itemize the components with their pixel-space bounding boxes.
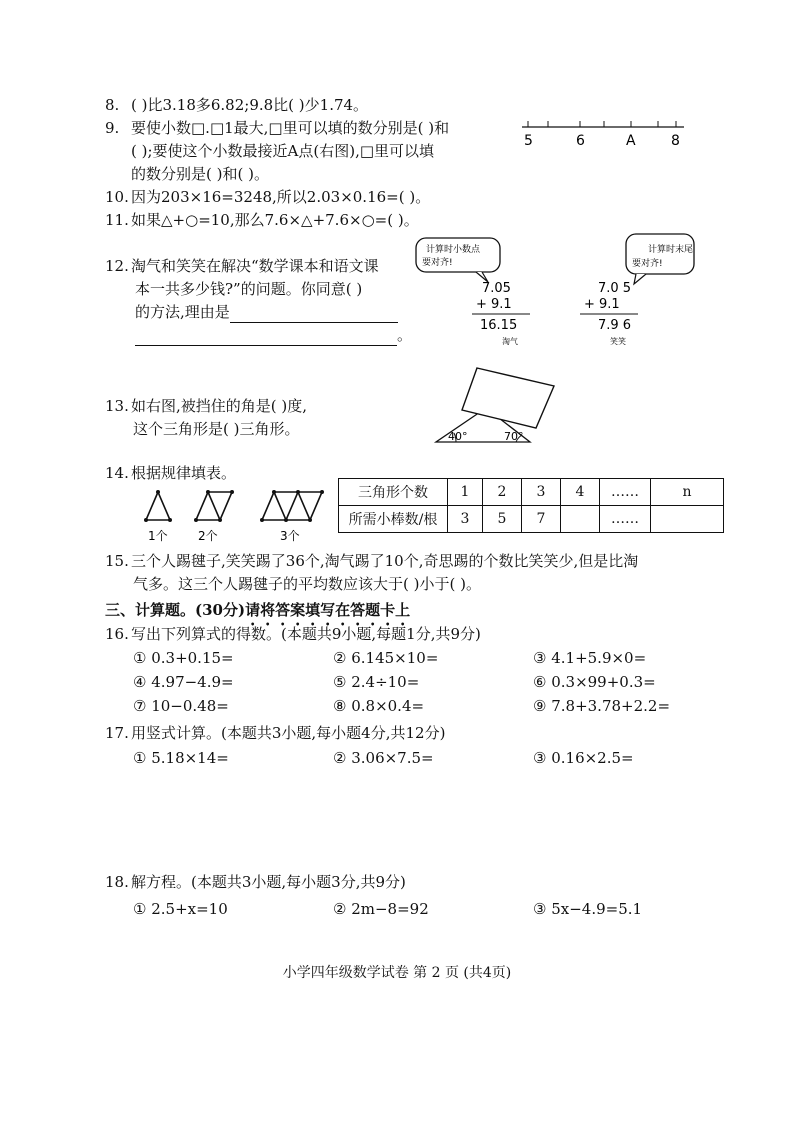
pattern-label: 1个 bbox=[148, 529, 168, 543]
calc-item: ② 3.06×7.5= bbox=[333, 749, 434, 767]
question-15-line1 bbox=[105, 551, 638, 571]
calc-item: ④ 4.97−4.9= bbox=[133, 673, 234, 691]
answer-line[interactable] bbox=[135, 325, 397, 346]
calc-item: ③ 4.1+5.9×0= bbox=[533, 649, 647, 667]
table-cell: 4 bbox=[561, 479, 600, 506]
calc-item: ③ 0.16×2.5= bbox=[533, 749, 634, 767]
question-text: 如右图,被挡住的角是( )度, bbox=[131, 397, 308, 415]
question-number: 10. bbox=[105, 188, 129, 206]
calc-item: ⑥ 0.3×99+0.3= bbox=[533, 673, 656, 691]
table-cell: 7 bbox=[522, 506, 561, 533]
calc-number: + 9.1 bbox=[584, 297, 620, 312]
triangle-pattern-figure bbox=[140, 488, 330, 544]
question-15-line2: 气多。这三个人踢毽子的平均数应该大于( )小于( )。 bbox=[133, 575, 481, 593]
table-answer-cell[interactable] bbox=[561, 506, 600, 533]
pattern-1-triangle bbox=[146, 492, 170, 520]
table-header: 三角形个数 bbox=[339, 479, 448, 506]
numberline-label-a: A bbox=[626, 133, 636, 149]
question-text: ( )比3.18多6.82;9.8比( )少1.74。 bbox=[131, 96, 369, 114]
equation-item: ① 2.5+x=10 bbox=[133, 900, 228, 918]
question-number: 8. bbox=[105, 96, 120, 114]
student-name-taoqi: 淘气 bbox=[502, 337, 518, 346]
question-text: 写出下列算式的得数。(本题共9小题,每题1分,共9分) bbox=[131, 625, 481, 643]
question-11 bbox=[105, 210, 419, 230]
bubble-text: 计算时末尾 bbox=[648, 245, 694, 255]
calc-item: ① 0.3+0.15= bbox=[133, 649, 234, 667]
q18-row bbox=[133, 900, 733, 918]
question-14 bbox=[105, 463, 236, 483]
pattern-3-triangles bbox=[262, 492, 322, 520]
question-text: 淘气和笑笑在解决“数学课本和语文课 bbox=[131, 257, 379, 275]
numberline-label-8: 8 bbox=[671, 133, 680, 149]
question-17 bbox=[105, 723, 445, 743]
equation-item: ③ 5x−4.9=5.1 bbox=[533, 900, 643, 918]
number-line bbox=[518, 117, 688, 153]
table-answer-cell[interactable] bbox=[651, 506, 724, 533]
question-text: 因为203×16=3248,所以2.03×0.16=( )。 bbox=[131, 188, 431, 206]
question-number: 13. bbox=[105, 397, 129, 415]
q16-row-2 bbox=[133, 673, 733, 691]
pattern-table bbox=[338, 478, 724, 533]
question-text: 根据规律填表。 bbox=[131, 464, 237, 482]
question-13-line1 bbox=[105, 396, 307, 416]
question-10 bbox=[105, 187, 430, 207]
calc-number: 7.05 bbox=[482, 281, 511, 296]
question-number: 15. bbox=[105, 552, 129, 570]
student-name-xiaoxiao: 笑笑 bbox=[610, 337, 626, 346]
section-note: 请将答案填写在答题卡上 bbox=[245, 601, 411, 619]
question-text: 要使小数□.□1最大,□里可以填的数分别是( )和 bbox=[131, 119, 450, 137]
page-footer: 小学四年级数学试卷 第 2 页 (共4页) bbox=[282, 965, 512, 981]
table-cell: 1 bbox=[448, 479, 483, 506]
table-header: 所需小棒数/根 bbox=[339, 506, 448, 533]
question-number: 12. bbox=[105, 257, 129, 275]
section-title: 三、计算题。(30分) bbox=[105, 601, 246, 619]
calc-item: ⑧ 0.8×0.4= bbox=[333, 697, 425, 715]
question-12-line4: 。 bbox=[135, 325, 412, 346]
calc-number: + 9.1 bbox=[476, 297, 512, 312]
question-number: 17. bbox=[105, 724, 129, 742]
calc-item: ⑦ 10−0.48= bbox=[133, 697, 229, 715]
bubble-text: 要对齐! bbox=[632, 259, 663, 269]
numberline-label-5: 5 bbox=[524, 133, 533, 149]
table-cell: n bbox=[651, 479, 724, 506]
q16-row-1 bbox=[133, 649, 733, 667]
pattern-2-triangles bbox=[196, 492, 232, 520]
table-cell: 5 bbox=[483, 506, 522, 533]
answer-line[interactable] bbox=[230, 302, 398, 323]
numberline-label-6: 6 bbox=[576, 133, 585, 149]
question-text: 如果△+○=10,那么7.6×△+7.6×○=( )。 bbox=[131, 211, 419, 229]
question-18 bbox=[105, 872, 406, 892]
question-13-line2: 这个三角形是( )三角形。 bbox=[133, 420, 300, 438]
table-row bbox=[339, 479, 724, 506]
table-cell: 3 bbox=[448, 506, 483, 533]
table-cell: 3 bbox=[522, 479, 561, 506]
angle-label-40: 40° bbox=[448, 430, 468, 443]
pattern-label: 3个 bbox=[280, 529, 300, 543]
question-number: 11. bbox=[105, 211, 129, 229]
angle-label-70: 70° bbox=[504, 430, 524, 443]
calc-item: ⑨ 7.8+3.78+2.2= bbox=[533, 697, 671, 715]
question-number: 18. bbox=[105, 873, 129, 891]
q16-row-3 bbox=[133, 697, 733, 715]
question-9-line3: 的数分别是( )和( )。 bbox=[131, 165, 269, 183]
q12-illustration bbox=[412, 230, 702, 350]
calc-number: 7.0 5 bbox=[598, 281, 632, 296]
calc-item: ① 5.18×14= bbox=[133, 749, 229, 767]
calc-result: 16.15 bbox=[480, 318, 518, 333]
question-text: 用竖式计算。(本题共3小题,每小题4分,共12分) bbox=[131, 724, 446, 742]
question-12-line1 bbox=[105, 256, 379, 276]
question-8 bbox=[105, 95, 368, 115]
calc-item: ② 6.145×10= bbox=[333, 649, 439, 667]
equation-item: ② 2m−8=92 bbox=[333, 900, 429, 918]
bubble-text: 要对齐! bbox=[422, 258, 453, 268]
table-row bbox=[339, 506, 724, 533]
table-cell: …… bbox=[600, 479, 651, 506]
question-text: 三个人踢毽子,笑笑踢了36个,淘气踢了10个,奇思踢的个数比笑笑少,但是比淘 bbox=[131, 552, 639, 570]
covered-triangle-figure bbox=[432, 364, 558, 450]
q17-row bbox=[133, 749, 733, 767]
question-number: 9. bbox=[105, 119, 120, 137]
pattern-label: 2个 bbox=[198, 529, 218, 543]
question-9-line2: ( );要使这个小数最接近A点(右图),□里可以填 bbox=[131, 142, 435, 160]
question-text: 解方程。(本题共3小题,每小题3分,共9分) bbox=[131, 873, 406, 891]
question-number: 16. bbox=[105, 625, 129, 643]
table-cell: 2 bbox=[483, 479, 522, 506]
question-text: 的方法,理由是 bbox=[135, 303, 230, 321]
question-9-line1 bbox=[105, 118, 449, 138]
question-12-line2: 本一共多少钱?”的问题。你同意( ) bbox=[135, 280, 363, 298]
table-cell: …… bbox=[600, 506, 651, 533]
bubble-text: 计算时小数点 bbox=[426, 245, 481, 255]
calc-result: 7.9 6 bbox=[598, 318, 632, 333]
calc-item: ⑤ 2.4÷10= bbox=[333, 673, 420, 691]
question-16 bbox=[105, 624, 481, 644]
question-12-line3 bbox=[135, 302, 398, 323]
question-number: 14. bbox=[105, 464, 129, 482]
